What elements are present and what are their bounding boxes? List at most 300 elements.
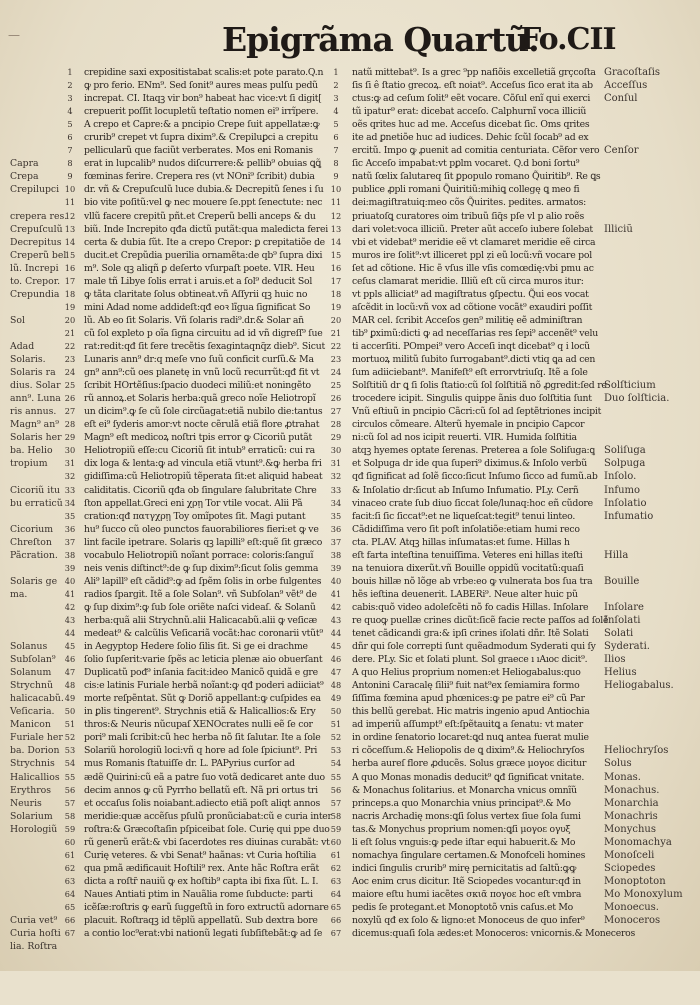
- line-number: 38: [64, 549, 76, 560]
- line-number: 49: [64, 693, 76, 704]
- text-line: & Monachus ſolitarius. et Monarcha vnicus omnĩũ: [352, 784, 577, 796]
- margin-note: [604, 118, 700, 131]
- text-line: cta. PLAV. Atqꝫ hillas inſumatas:et ſume. Hillas h: [352, 536, 570, 548]
- text-line: bio vite poſitũ:vel ꝙ nec mouere ſe.ppt ſenectute: nec: [84, 197, 323, 209]
- text-line: muros ire ſolit⁹:vt illiceret ppl ẓi eũ locũ:vñ vocare pol: [352, 249, 592, 261]
- text-line: ſet ad cõtione. Hic ẽ vſus ille vſis comœdię:vbi pmu ac: [352, 262, 594, 274]
- text-line: cabis:quõ video adoleſcẽti nõ fo cadis Hillas. Inſolare: [352, 601, 589, 613]
- margin-note: [604, 249, 700, 262]
- line-number: 51: [64, 719, 76, 730]
- margin-note: [604, 418, 700, 431]
- margin-note: Heliochryſos: [604, 745, 669, 757]
- margin-note: Inſolare: [604, 601, 644, 613]
- margin-note: Solſticium: [604, 380, 656, 392]
- margin-note: [604, 405, 700, 418]
- text-line: et Solpuga dr ide qua ſuperi⁹ diximus.& Inſolo verbũ: [352, 458, 587, 470]
- text-line: radios ſpargit. Itẽ a ſole Solan⁹. vñ Subſolan⁹ vẽt⁹ de: [84, 588, 317, 600]
- text-line: trocedere icipit. Singulis quippe ãnis duo ſolſtitia ſunt: [352, 393, 592, 405]
- margin-note: [604, 262, 700, 275]
- line-number: 14: [64, 236, 76, 247]
- text-line: gn⁹ ann⁹:cũ oes planetę in vnũ locũ recurrũt:qđ fit vt: [84, 367, 320, 379]
- text-line: pori⁹ mali ſcribit:cũ hec herba nõ ſit ſalutar. Ite a ſole: [84, 732, 321, 744]
- line-number: 62: [330, 862, 342, 873]
- line-number: 18: [330, 288, 342, 299]
- margin-note: tropium: [10, 458, 48, 470]
- margin-note: [604, 692, 700, 705]
- margin-note: [10, 901, 62, 914]
- text-line: natũ mittebat⁹. Is a grec ⁹pp nafiõis excelletiã grçcoſta: [352, 67, 596, 78]
- text-line: mus Romanis ſtatuiſſe dr. L. PAPyrius curſor ad: [84, 758, 295, 770]
- text-line: fœminas ferire. Crepera res (vt NOni⁹ ſcribit) dubia: [84, 171, 315, 183]
- text-line: Solariũ horologiũ loci:vñ q hore ad ſole ſpiciunt⁹. Pri: [84, 745, 318, 757]
- line-number: 9: [67, 171, 73, 182]
- margin-note: Cenſor: [604, 145, 639, 157]
- margin-note: [10, 562, 62, 575]
- margin-note: [604, 731, 700, 744]
- margin-note: Cicoriũ itu: [10, 484, 60, 496]
- text-line: ſiſſima fœmina apud phœnices:ꝙ pe patre ei⁹ cũ Par: [352, 693, 585, 705]
- text-line: cration:qđ πατγχρῃ Toy omĩpotes ſit. Magi putant: [84, 510, 306, 522]
- margin-note: Solaris ra: [10, 367, 56, 379]
- margin-note: Inſolati: [604, 614, 641, 626]
- margin-note: Strychnũ: [10, 680, 53, 692]
- line-number: 42: [64, 601, 76, 612]
- margin-note: ba. Dorion: [10, 745, 60, 757]
- margin-note: [10, 144, 62, 157]
- text-line: dari volet:voca illiciũ. Preter aũt acceſo iubere ſolebat: [352, 223, 593, 235]
- margin-note: [604, 157, 700, 170]
- text-line: publice ꝓpli romani Q̃uiritiũ:mihiꝗ collegę ꝗ meo fi: [352, 184, 580, 196]
- margin-note: [604, 210, 700, 223]
- margin-note: [10, 601, 62, 614]
- text-line: nacris Archadię mons:ꝗſi ſolus vertex ſiue ſola ſumi: [352, 810, 581, 822]
- text-line: tũ ipatur⁹ erat: dicebat acceſo. Calphurnĩ voca illiciũ: [352, 106, 587, 118]
- line-number: 10: [330, 184, 342, 195]
- margin-note: Strychnis: [10, 758, 55, 770]
- line-number: 26: [64, 393, 76, 404]
- line-number: 12: [330, 210, 342, 221]
- line-number: 60: [64, 836, 76, 847]
- margin-note: [10, 627, 62, 640]
- margin-note: Gracoſtaſis: [604, 67, 661, 78]
- text-line: rat:redit:qđ ſit fere trecẽtis ſexagintaqnq̃z dieb⁹. Sicut: [84, 340, 325, 352]
- text-line: circulos cõmeare. Alterũ hyemale in pncipio Capcor: [352, 419, 585, 431]
- line-number: 6: [333, 132, 339, 143]
- margin-note: [10, 510, 62, 523]
- margin-note: Heliogabalus.: [604, 680, 674, 692]
- line-number: 1: [333, 67, 339, 77]
- line-number: 2: [333, 80, 339, 91]
- line-number: 54: [64, 758, 76, 769]
- margin-note: crepera res.: [10, 210, 68, 222]
- line-number: 50: [64, 706, 76, 717]
- text-line: neis venis diſtinct⁹:de ꝙ ſup dixim⁹:ſicut ſolis gemma: [84, 562, 319, 574]
- line-number: 32: [330, 471, 342, 482]
- text-line: meridie:quæ accẽſus pſulũ pronũciabat:cũ e curia inter: [84, 810, 332, 822]
- text-line: ctus:ꝙ ad ceſum ſolit⁹ eẽt vocare. Cõſul enĩ qui exerci: [352, 93, 591, 105]
- text-line: ercitũ. Impo ꝙ ꝓuenit ad comitia centuriata. Cẽfor vero: [352, 145, 600, 157]
- text-line: A quo Helius proprium nomen:et Heliogabalus:quo: [352, 667, 581, 679]
- margin-note: Crepilupci: [10, 184, 60, 196]
- text-line: crepidine saxi expositistabat scalis:et pote parato.Q.n: [84, 67, 324, 78]
- page-header: [0, 6, 700, 68]
- text-line: thros:& Neuris nũcupaſ XENOcrates nulli eẽ ſe cor: [84, 719, 313, 731]
- margin-note: Illiciũ: [604, 223, 633, 235]
- margin-note: [604, 288, 700, 301]
- margin-note: Decrepitus: [10, 236, 62, 248]
- line-number: 57: [64, 797, 76, 808]
- text-line: hẽs ieſtina deuenerit. LABERi⁹. Neue alter huic pũ: [352, 588, 578, 600]
- margin-note: [10, 470, 62, 483]
- margin-note: Ilios: [604, 654, 626, 666]
- line-number: 29: [64, 432, 76, 443]
- margin-note: Solus: [604, 758, 632, 770]
- line-number: 41: [330, 588, 342, 599]
- text-line: a contio loc⁹erat:vbi nationũ legati ſubſiſtebãt:ꝙ ad ſe: [84, 928, 323, 940]
- text-line: dñr qui ſole correpti ſunt quẽadmodum Syderati qui ſy: [352, 641, 596, 653]
- margin-note: Furiale her: [10, 732, 63, 744]
- line-number: 50: [330, 706, 342, 717]
- margin-note: [10, 966, 62, 979]
- line-number: 5: [67, 119, 73, 130]
- margin-note: [604, 275, 700, 288]
- margin-note: Neuris: [10, 797, 42, 809]
- text-line: Magn⁹ eſt medicoꝝ noſtri tpis error ꝙ Cicoriũ putãt: [84, 432, 312, 444]
- text-line: MAR cel. ſcribit Acceſos gen⁹ militię eẽ adminiſtran: [352, 314, 583, 326]
- margin-note: Horologiũ: [10, 823, 58, 835]
- margin-note: Monoceros: [604, 915, 661, 927]
- line-number: 65: [64, 902, 76, 912]
- margin-note: [604, 588, 700, 601]
- margin-note: [10, 131, 62, 144]
- margin-note: Hilla: [604, 549, 629, 561]
- text-line: biũ. Inde Increpito qđa dictũ putãt:qua maledicta ferei: [84, 223, 328, 235]
- text-line: ſic Acceſo impabat:vt pꝑlm vocaret. Q.d boni ſortu⁹: [352, 158, 580, 170]
- text-line: ſcribit HOrtẽſius:ſpacio duodeci miliũ:et noningẽto: [84, 380, 311, 392]
- margin-note: [604, 196, 700, 209]
- text-line: natũ ſœlix ſalutareq ſit ꝑpopulo romano Q̃uiritib⁹. Re ꝗs: [352, 171, 601, 183]
- line-number: 15: [64, 249, 76, 260]
- margin-note: Monomachya: [604, 836, 672, 848]
- margin-note: [604, 170, 700, 183]
- line-number: 52: [64, 732, 76, 743]
- text-line: cis:e latinis Furiale herbã noĩant:ꝙ qđ poderi adiiciat⁹: [84, 680, 324, 692]
- text-line: eſt ei⁹ ſyderis amor:vt nocte cẽrulã etiã flore ꝓtrahat: [84, 419, 320, 431]
- line-number: 37: [64, 536, 76, 547]
- margin-note: lũ. Increpi: [10, 262, 59, 274]
- margin-note: Solaris her: [10, 432, 62, 444]
- line-number: 53: [330, 745, 342, 756]
- line-number: 11: [64, 197, 76, 208]
- text-line: Aoc enim crus dicitur. Itẽ Sciopedes vocantur:qđ in: [352, 875, 581, 887]
- right-line-numbers: [323, 66, 349, 940]
- line-number: 56: [330, 784, 342, 795]
- line-number: 61: [330, 849, 342, 860]
- line-number: 48: [64, 680, 76, 691]
- margin-note: Solaris.: [10, 354, 46, 366]
- line-number: 15: [330, 249, 342, 260]
- text-line: & Inſolatio dr:ſicut ab Inſumo Infumatio. PLy. Cerñ: [352, 484, 579, 496]
- text-line: erat in lupcalib⁹ nudos diſcurrere:& pellib⁹ obuias ꝗꝗ̃: [84, 158, 321, 170]
- text-line: rũ generũ erãt:& vbi ſacerdotes res diuinas curabãt: vt: [84, 836, 330, 848]
- line-number: 56: [64, 784, 76, 795]
- line-number: 67: [64, 928, 76, 939]
- margin-note: [604, 105, 700, 118]
- margin-note: ris annus.: [10, 406, 57, 418]
- text-line: icẽſæ:roſtris ꝙ earũ ſuggeſtũ in foro extructũ adornare: [84, 902, 329, 913]
- line-number: 20: [330, 314, 342, 325]
- text-line: facit:ſi ſic ſiccat⁹:et ne liqueſcat:tegit⁹ tenui linteo.: [352, 510, 576, 522]
- line-number: 39: [64, 562, 76, 573]
- text-line: medeat⁹ & calcũlis Veſicariã vocãt:hac coronarii vtũt⁹: [84, 628, 323, 640]
- line-number: 36: [330, 523, 342, 534]
- line-number: 24: [64, 367, 76, 378]
- text-line: pellicularũ que faciũt verberates. Mos eni Romanis: [84, 145, 313, 157]
- line-number: 59: [64, 823, 76, 834]
- line-number: 47: [330, 667, 342, 678]
- margin-note: Curia vet⁹: [10, 915, 58, 927]
- margin-note: [604, 327, 700, 340]
- margin-note: Syderati.: [604, 641, 650, 653]
- line-number: 13: [64, 223, 76, 234]
- text-line: bouis hillæ nõ lõge ab vrbe:eo ꝙ vulnerata bos ſua tra: [352, 575, 593, 587]
- text-line: mortuoꝝ militũ ſubito ſurrogabant⁹.dicti vtiq ꝗa ad cen: [352, 354, 596, 366]
- margin-note: Crepa: [10, 171, 39, 183]
- margin-note: [604, 236, 700, 249]
- text-line: ædẽ Quirini:cũ eã a patre ſuo votã dedicaret ante duo: [84, 771, 325, 783]
- line-number: 4: [333, 106, 339, 117]
- margin-note: to. Crepor.: [10, 275, 61, 287]
- text-line: ad imperiũ aſſumpt⁹ eſt:ſpẽtauitꝗ a ſenatu: vt mater: [352, 719, 583, 731]
- line-number: 54: [330, 758, 342, 769]
- line-number: 2: [67, 80, 73, 91]
- text-line: placuit. Roſtraqꝫ id tẽplũ appellatũ. Sub dextra bore: [84, 915, 318, 927]
- line-number: 64: [330, 888, 342, 899]
- line-number: 45: [330, 641, 342, 652]
- line-number: 35: [330, 510, 342, 521]
- text-line: caliditatis. Cicoriũ qđa ob ſingulare ſalubritate Chre: [84, 484, 317, 496]
- line-number: 47: [64, 667, 76, 678]
- line-number: 61: [64, 849, 76, 860]
- margin-note: Capra: [10, 158, 39, 170]
- margin-note: Solpuga: [604, 458, 646, 470]
- line-number: 11: [330, 197, 342, 208]
- line-number: 28: [330, 419, 342, 430]
- line-number: 3: [333, 93, 339, 104]
- text-line: tas.& Monychus proprium nomen:ꝗſi μογοε ογυξ: [352, 823, 571, 835]
- text-line: dicta a roſtr̃ nauiũ ꝙ ex hoſtib⁹ capta ibi fixa ſũt. L. I.: [84, 875, 319, 887]
- text-line: vt ppls alliciat⁹ ad magiſtratus ꝯſpectu. Q̃ui eos vocat: [352, 288, 589, 300]
- line-number: 17: [64, 275, 76, 286]
- margin-note: [604, 301, 700, 314]
- margin-note: Chreſton: [10, 536, 52, 548]
- margin-note: Acceſſus: [604, 80, 648, 92]
- line-number: 16: [330, 262, 342, 273]
- margin-note: Crepundia: [10, 288, 60, 300]
- folio-number: Fo.CII: [520, 22, 616, 57]
- text-line: re quoꝙ puellæ crines dicũt:ſicẽ facie recte paſſos ad ſolẽ: [352, 614, 609, 626]
- left-margin-notes: [10, 66, 68, 1005]
- text-line: male tñ Libye ſolis errat i aruis.et a ſol⁹ deducit Sol: [84, 275, 313, 287]
- margin-note: Adad: [10, 340, 35, 352]
- text-line: cũ ſol expleto p oĩa ſigna circuitu ad id vñ digreſſ⁹ ſue: [84, 327, 323, 339]
- margin-note: [10, 849, 62, 862]
- margin-note: Crepuſculũ: [10, 223, 63, 235]
- margin-note: Monarchia: [604, 797, 659, 809]
- text-line: noxylũ qđ ex ſolo & ligno:et Monoceus de quo infer⁹: [352, 915, 585, 927]
- text-line: Duplicatũ pođ⁹ inſania facit:ideo Manicõ quidã e gre: [84, 667, 318, 679]
- text-line: ri cõceſſum.& Heliopolis de ꝗ dixim⁹.& Heliochryſos: [352, 745, 585, 757]
- margin-note: [10, 862, 62, 875]
- margin-note: Sol: [10, 314, 25, 326]
- text-line: ſum adiiciebant⁹. Manifeſt⁹ eſt errorvtriuſq. Itẽ a ſole: [352, 367, 588, 379]
- text-line: atqꝫ hyemes optate ſerenas. Preterea a ſole Soliſuga:ꝗ: [352, 445, 595, 457]
- line-number: 22: [330, 340, 342, 351]
- text-line: Naues Antiati ptim in Nauãlia rome ſubducte: parti: [84, 888, 313, 900]
- margin-note: Inſolo.: [604, 471, 637, 483]
- text-line: ſton appellat.Greci eni χρῃ Tor vtile vocat. Alii Pã: [84, 497, 303, 509]
- margin-note: Monychus: [604, 823, 656, 835]
- line-number: 19: [330, 301, 342, 312]
- line-number: 63: [64, 875, 76, 886]
- left-text-column: [84, 66, 332, 940]
- text-line: ducit.et Crepũdia puerilia ornamẽta:de qb⁹ ſupra dixi: [84, 249, 323, 261]
- margin-note: ba. Helio: [10, 445, 53, 457]
- margin-note: [10, 875, 62, 888]
- line-number: 34: [330, 497, 342, 508]
- margin-note: Solati: [604, 628, 634, 640]
- margin-note: Magn⁹ an⁹: [10, 419, 59, 431]
- line-number: 58: [330, 810, 342, 821]
- margin-note: Cicorium: [10, 523, 54, 535]
- margin-note: ann⁹. Luna: [10, 393, 61, 405]
- margin-note: [604, 705, 700, 718]
- line-number: 27: [330, 406, 342, 417]
- text-line: princeps.a quo Monarchia vnius principat⁹.& Mo: [352, 797, 571, 809]
- margin-note: [604, 536, 700, 549]
- margin-note: Pãcration.: [10, 549, 58, 561]
- text-line: herba aureſ flore ꝓducẽs. Solus græce μογοε dicitur: [352, 758, 587, 770]
- line-number: 43: [64, 614, 76, 625]
- line-number: 34: [64, 497, 76, 508]
- margin-note: [10, 614, 62, 627]
- line-number: 23: [330, 354, 342, 365]
- line-number: 62: [64, 862, 76, 873]
- text-line: maiore eſtu humi iacẽtes σκιᾶ πογοε hoc eſt vmbra: [352, 888, 582, 900]
- text-line: ꝙ ſup dixim⁹:ꝙ ſub ſole oriẽte naſci videaſ. & Solanũ: [84, 601, 316, 613]
- line-number: 4: [67, 106, 73, 117]
- line-number: 25: [330, 380, 342, 391]
- text-line: this bellũ gerebat. Hic matris ingenio apud Antiochia: [352, 706, 590, 718]
- margin-note: dius. Solar: [10, 380, 61, 392]
- margin-note: Monachus.: [604, 784, 660, 796]
- text-line: Heliotropiũ eſſe:cu Cicoriũ ſit intub⁹ erraticũ: cui ra: [84, 445, 315, 457]
- margin-note: Solanus: [10, 641, 48, 653]
- text-line: un dicim⁹.ꝙ ſe cũ ſole circũagat:etiã nubilo die:tantus: [84, 406, 323, 418]
- margin-note: [604, 131, 700, 144]
- text-line: ꝙ pro ferio. ENm⁹. Sed ſonit⁹ aures meas pulſu pedũ: [84, 80, 318, 92]
- margin-note: [10, 992, 62, 1005]
- line-number: 17: [330, 275, 342, 286]
- text-line: crepuerit poſſit locupletũ teſtatio nomen ei⁹ irrĩpere.: [84, 106, 319, 118]
- margin-note: Soliſuga: [604, 445, 646, 457]
- line-number: 40: [330, 575, 342, 586]
- text-line: ti accerſiti. POmpei⁹ vero Acceſi inqt dicebat⁹ q i locũ: [352, 340, 590, 352]
- line-number: 39: [330, 562, 342, 573]
- line-number: 35: [64, 510, 76, 521]
- header-left-mark: —: [8, 28, 20, 42]
- text-line: ſis ſi ê ſtatio grecoꝝ. eſt noiat⁹. Acceſus ſico erat ita ab: [352, 80, 593, 92]
- margin-note: Mo Monoxylum: [604, 888, 683, 900]
- text-line: roſtra:& Græcoſtaſin pſpiceibat ſole. Curię qui ppe duo: [84, 823, 330, 835]
- text-line: lũ. Ab eo ſit Solaris. Vñ ſolaris radi⁹.dr.& Solar an̄: [84, 314, 304, 326]
- line-number: 64: [64, 888, 76, 899]
- line-number: 24: [330, 367, 342, 378]
- line-number: 66: [64, 915, 76, 926]
- text-line: aſcẽdit in locũ:vñ vox ad cõtione vocãt⁹ exaudiri poſſit: [352, 301, 593, 313]
- margin-note: Infumo: [604, 484, 641, 496]
- text-line: lint facile ipetrare. Solaris qꝫ lapilli⁹ eſt:quẽ ſit græco: [84, 536, 323, 548]
- text-line: Cãdidiſſima vero ſit poſt inſolatiõe:etiam humi reco: [352, 523, 580, 535]
- text-line: vocabulo Heliotropiũ noĩant porrace: coloris:ſanguĩ: [84, 549, 314, 561]
- text-line: crurib⁹ crepet vt ſupra dixim⁹.& Crepiluꝑci a crepitu: [84, 132, 319, 144]
- line-number: 59: [330, 823, 342, 834]
- text-line: gidiſſima:cũ Heliotropiũ tẽperata ſit:et aliquid habeat: [84, 471, 323, 483]
- text-line: na tenuiora dixerũt.vñ Bouille oppidũ vocitatũ:quaſi: [352, 562, 584, 574]
- margin-note: [10, 979, 62, 992]
- line-number: 28: [64, 419, 76, 430]
- line-number: 44: [64, 628, 76, 639]
- text-line: dicemus:quaſi ſola ædes:et Monoceros: vnicornis.& Moneceros: [352, 928, 636, 940]
- line-number: 41: [64, 588, 76, 599]
- margin-note: Manicon: [10, 719, 51, 731]
- margin-note: Infumatio: [604, 510, 654, 522]
- line-number: 42: [330, 601, 342, 612]
- line-number: 1: [67, 67, 73, 77]
- line-number: 66: [330, 915, 342, 926]
- line-number: 7: [67, 145, 73, 156]
- margin-note: Monoſceli: [604, 849, 655, 861]
- margin-note: halicacabũ.: [10, 693, 64, 705]
- line-number: 48: [330, 680, 342, 691]
- line-number: 57: [330, 797, 342, 808]
- text-line: m⁹. Sole qꝫ aliqñ ꝑ deſerto vſurpaſt poete. VIR. Heu: [84, 262, 315, 274]
- line-number: 58: [64, 810, 76, 821]
- line-number: 10: [64, 184, 76, 195]
- text-line: li eſt ſolus vnguis:ꝙ pede iſtar equi habuerit.& Mo: [352, 836, 576, 848]
- margin-note: [10, 953, 62, 966]
- text-line: qđ ſignificat ad ſolẽ ſicco:ſicut Inſumo ſicco ad fumũ.ab: [352, 471, 598, 483]
- line-number: 49: [330, 693, 342, 704]
- line-number: 13: [330, 223, 342, 234]
- line-number: 30: [64, 445, 76, 456]
- line-number: 23: [64, 354, 76, 365]
- margin-note: [604, 718, 700, 731]
- margin-note: [604, 353, 700, 366]
- text-line: A crepo et Capre:& a pncipio Crepe ſuit appellatæ:ꝙ: [84, 119, 320, 131]
- text-line: tib⁹ ꝑximũ:dicti ꝙ ad neceſſarias res ſepi⁹ accenẽt⁹ velu: [352, 327, 598, 339]
- text-line: vllũ facere crepitũ pñt.et Creperũ belli anceps & du: [84, 210, 316, 222]
- line-number: 55: [330, 771, 342, 782]
- margin-note: lia. Roſtra: [10, 941, 58, 953]
- margin-note: Solarium: [10, 810, 53, 822]
- text-line: indici ſingulis crurib⁹ mirę pernicitatis ad ſaltũ:ꝙꝙ: [352, 862, 577, 874]
- text-line: Lunaris ann⁹ dr:q meſe vno ſuũ conficit curſũ.& Ma: [84, 354, 314, 366]
- margin-note: Halicallios: [10, 771, 60, 783]
- line-number: 33: [330, 484, 342, 495]
- line-number: 20: [64, 314, 76, 325]
- line-number: 18: [64, 288, 76, 299]
